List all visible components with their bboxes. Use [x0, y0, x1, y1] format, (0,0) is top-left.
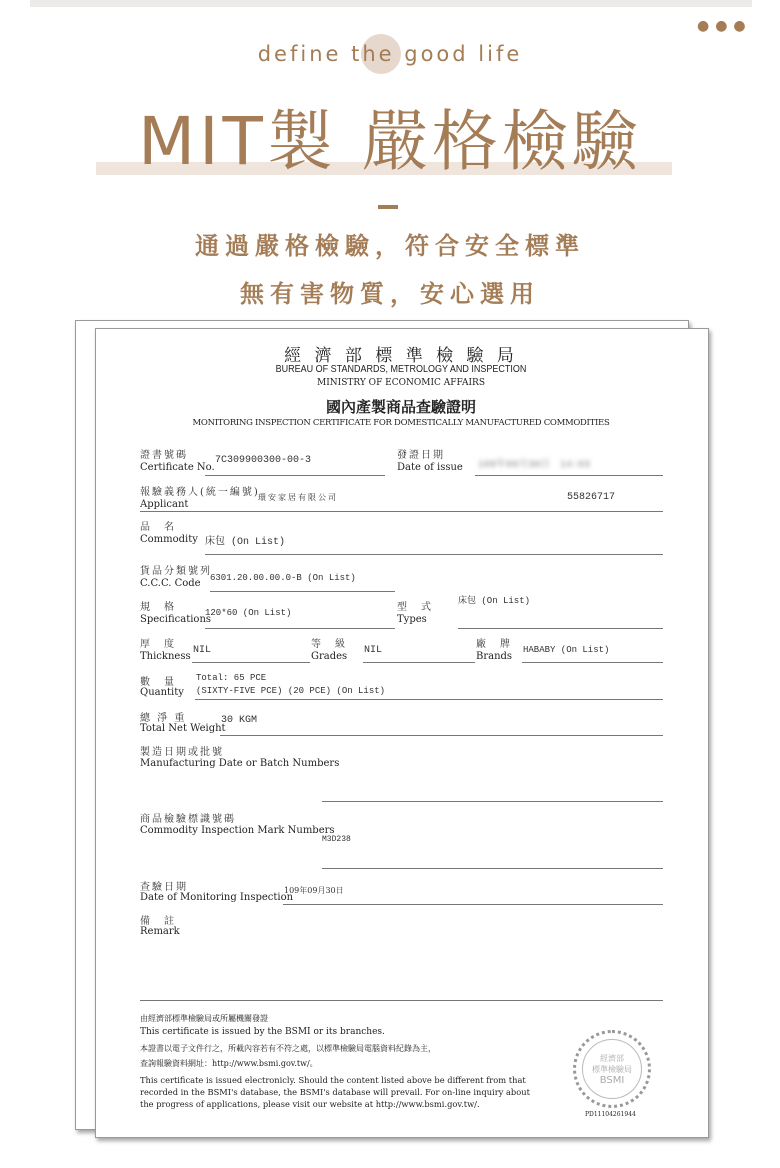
- specifications-value: 120*60 (On List): [205, 608, 292, 618]
- thickness-value: NIL: [193, 645, 212, 656]
- certificate-title-en: MONITORING INSPECTION CERTIFICATE FOR DOMESTICALLY MANUFACTURED COMMODITIES: [192, 418, 610, 428]
- field-line: [205, 475, 385, 476]
- document-number: PD11104261944: [585, 1111, 636, 1118]
- label-en: C.C.C. Code: [140, 578, 201, 589]
- grades-value: NIL: [364, 645, 383, 656]
- field-line: [363, 662, 475, 663]
- label-zh: 規 格: [140, 602, 176, 613]
- field-line: [220, 735, 663, 736]
- field-line: [458, 628, 663, 629]
- field-line: [322, 868, 663, 869]
- footer-zh-1: 由經濟部標準檢驗局或所屬機關發證: [140, 1014, 268, 1023]
- bsmi-seal: [573, 1030, 651, 1108]
- label-en: Types: [397, 614, 427, 625]
- label-en: Commodity: [140, 534, 198, 545]
- label-en: Applicant: [140, 499, 189, 510]
- types-value: 床包 (On List): [458, 596, 531, 606]
- label-zh: 數 量: [140, 677, 176, 688]
- applicant-id: 55826717: [567, 492, 616, 503]
- field-line: [283, 904, 663, 905]
- applicant-value: 環安家居有限公司: [258, 493, 338, 502]
- commodity-value: 床包 (On List): [205, 537, 286, 548]
- certificate-no-value: 7C309900300-00-3: [215, 455, 312, 466]
- inspection-date-value: 109年09月30日: [284, 886, 344, 895]
- page-title: MIT製 嚴格檢驗: [138, 103, 642, 180]
- label-en: Remark: [140, 926, 180, 937]
- label-en: Total Net Weight: [140, 723, 226, 734]
- footer-zh-3: 查詢報驗資料網址：http://www.bsmi.gov.tw/。: [140, 1059, 318, 1068]
- brands-value: HABABY (On List): [523, 645, 610, 655]
- field-line: [522, 662, 663, 663]
- agency-zh: 經 濟 部 標 準 檢 驗 局: [284, 346, 518, 366]
- quantity-total: Total: 65 PCE: [196, 673, 267, 683]
- ellipsis-icon[interactable]: ●●●: [697, 18, 752, 34]
- label-zh: 廠 牌: [476, 639, 512, 650]
- field-line: [205, 554, 663, 555]
- label-en: Certificate No.: [140, 462, 215, 473]
- label-zh: 厚 度: [140, 639, 176, 650]
- agency-en: BUREAU OF STANDARDS, METROLOGY AND INSPECTION: [275, 364, 527, 375]
- divider-line: [140, 1000, 663, 1001]
- label-en: Date of Monitoring Inspection: [140, 892, 294, 903]
- label-zh: 報驗義務人(統一編號): [140, 487, 260, 498]
- date-of-issue-value: 109年09月30日 14:03: [478, 460, 591, 471]
- label-en: Thickness: [140, 651, 191, 662]
- label-zh: 備 註: [140, 916, 176, 927]
- field-line: [475, 475, 663, 476]
- label-zh: 品 名: [140, 522, 176, 533]
- label-en: Commodity Inspection Mark Numbers: [140, 825, 335, 836]
- certificate-title-zh: 國內產製商品查驗證明: [325, 398, 476, 416]
- label-zh: 證書號碼: [140, 450, 188, 461]
- footer-en-2: This certificate is issued electronicly. Should the content listed above be different from that: [140, 1075, 526, 1085]
- label-en: Brands: [476, 651, 513, 662]
- subtitle-1: 通過嚴格檢驗，符合安全標準: [195, 232, 585, 260]
- quantity-detail: (SIXTY-FIVE PCE) (20 PCE) (On List): [196, 686, 386, 696]
- label-zh: 等 級: [311, 639, 347, 650]
- field-line: [210, 591, 395, 592]
- footer-en-4: the progress of applications, please visit our website at http://www.bsmi.gov.tw/.: [140, 1099, 480, 1109]
- previous-image-strip: [30, 0, 752, 7]
- field-line: [205, 628, 395, 629]
- seal-line-2: 標準檢驗局: [592, 1064, 632, 1074]
- seal-line-1: 經濟部: [600, 1053, 624, 1063]
- label-en: Grades: [311, 651, 348, 662]
- label-zh: 發證日期: [397, 450, 445, 461]
- label-en: Quantity: [140, 687, 184, 698]
- tagline: define the good life: [257, 42, 523, 66]
- footer-zh-2: 本證書以電子文件行之，所載內容若有不符之處，以標準檢驗局電腦資料紀錄為主，: [140, 1044, 436, 1053]
- subtitle-2: 無有害物質，安心選用: [240, 280, 540, 308]
- mark-value: M3D238: [322, 835, 351, 844]
- footer-en-3: recorded in the BSMI's database, the BSMI's database will prevail. For on-line inquiry about: [140, 1087, 530, 1097]
- field-line: [322, 801, 663, 802]
- label-zh: 商品檢驗標識號碼: [140, 814, 236, 825]
- footer-en-1: This certificate is issued by the BSMI or its branches.: [140, 1027, 385, 1037]
- label-zh: 製造日期或批號: [140, 747, 224, 758]
- divider: [378, 205, 398, 209]
- seal-line-3: BSMI: [599, 1074, 625, 1086]
- ccc-value: 6301.20.00.00.0-B (On List): [210, 573, 356, 583]
- label-zh: 型 式: [397, 602, 433, 613]
- label-en: Specifications: [140, 614, 212, 625]
- label-zh: 查驗日期: [140, 882, 188, 893]
- label-zh: 貨品分類號列: [140, 566, 212, 577]
- field-line: [140, 511, 663, 512]
- field-line: [192, 662, 310, 663]
- label-en: Date of issue: [397, 462, 463, 473]
- field-line: [195, 699, 663, 700]
- net-weight-value: 30 KGM: [221, 715, 258, 726]
- ministry-en: MINISTRY OF ECONOMIC AFFAIRS: [317, 378, 485, 388]
- label-en: Manufacturing Date or Batch Numbers: [140, 758, 340, 769]
- label-zh: 總 淨 重: [140, 713, 187, 724]
